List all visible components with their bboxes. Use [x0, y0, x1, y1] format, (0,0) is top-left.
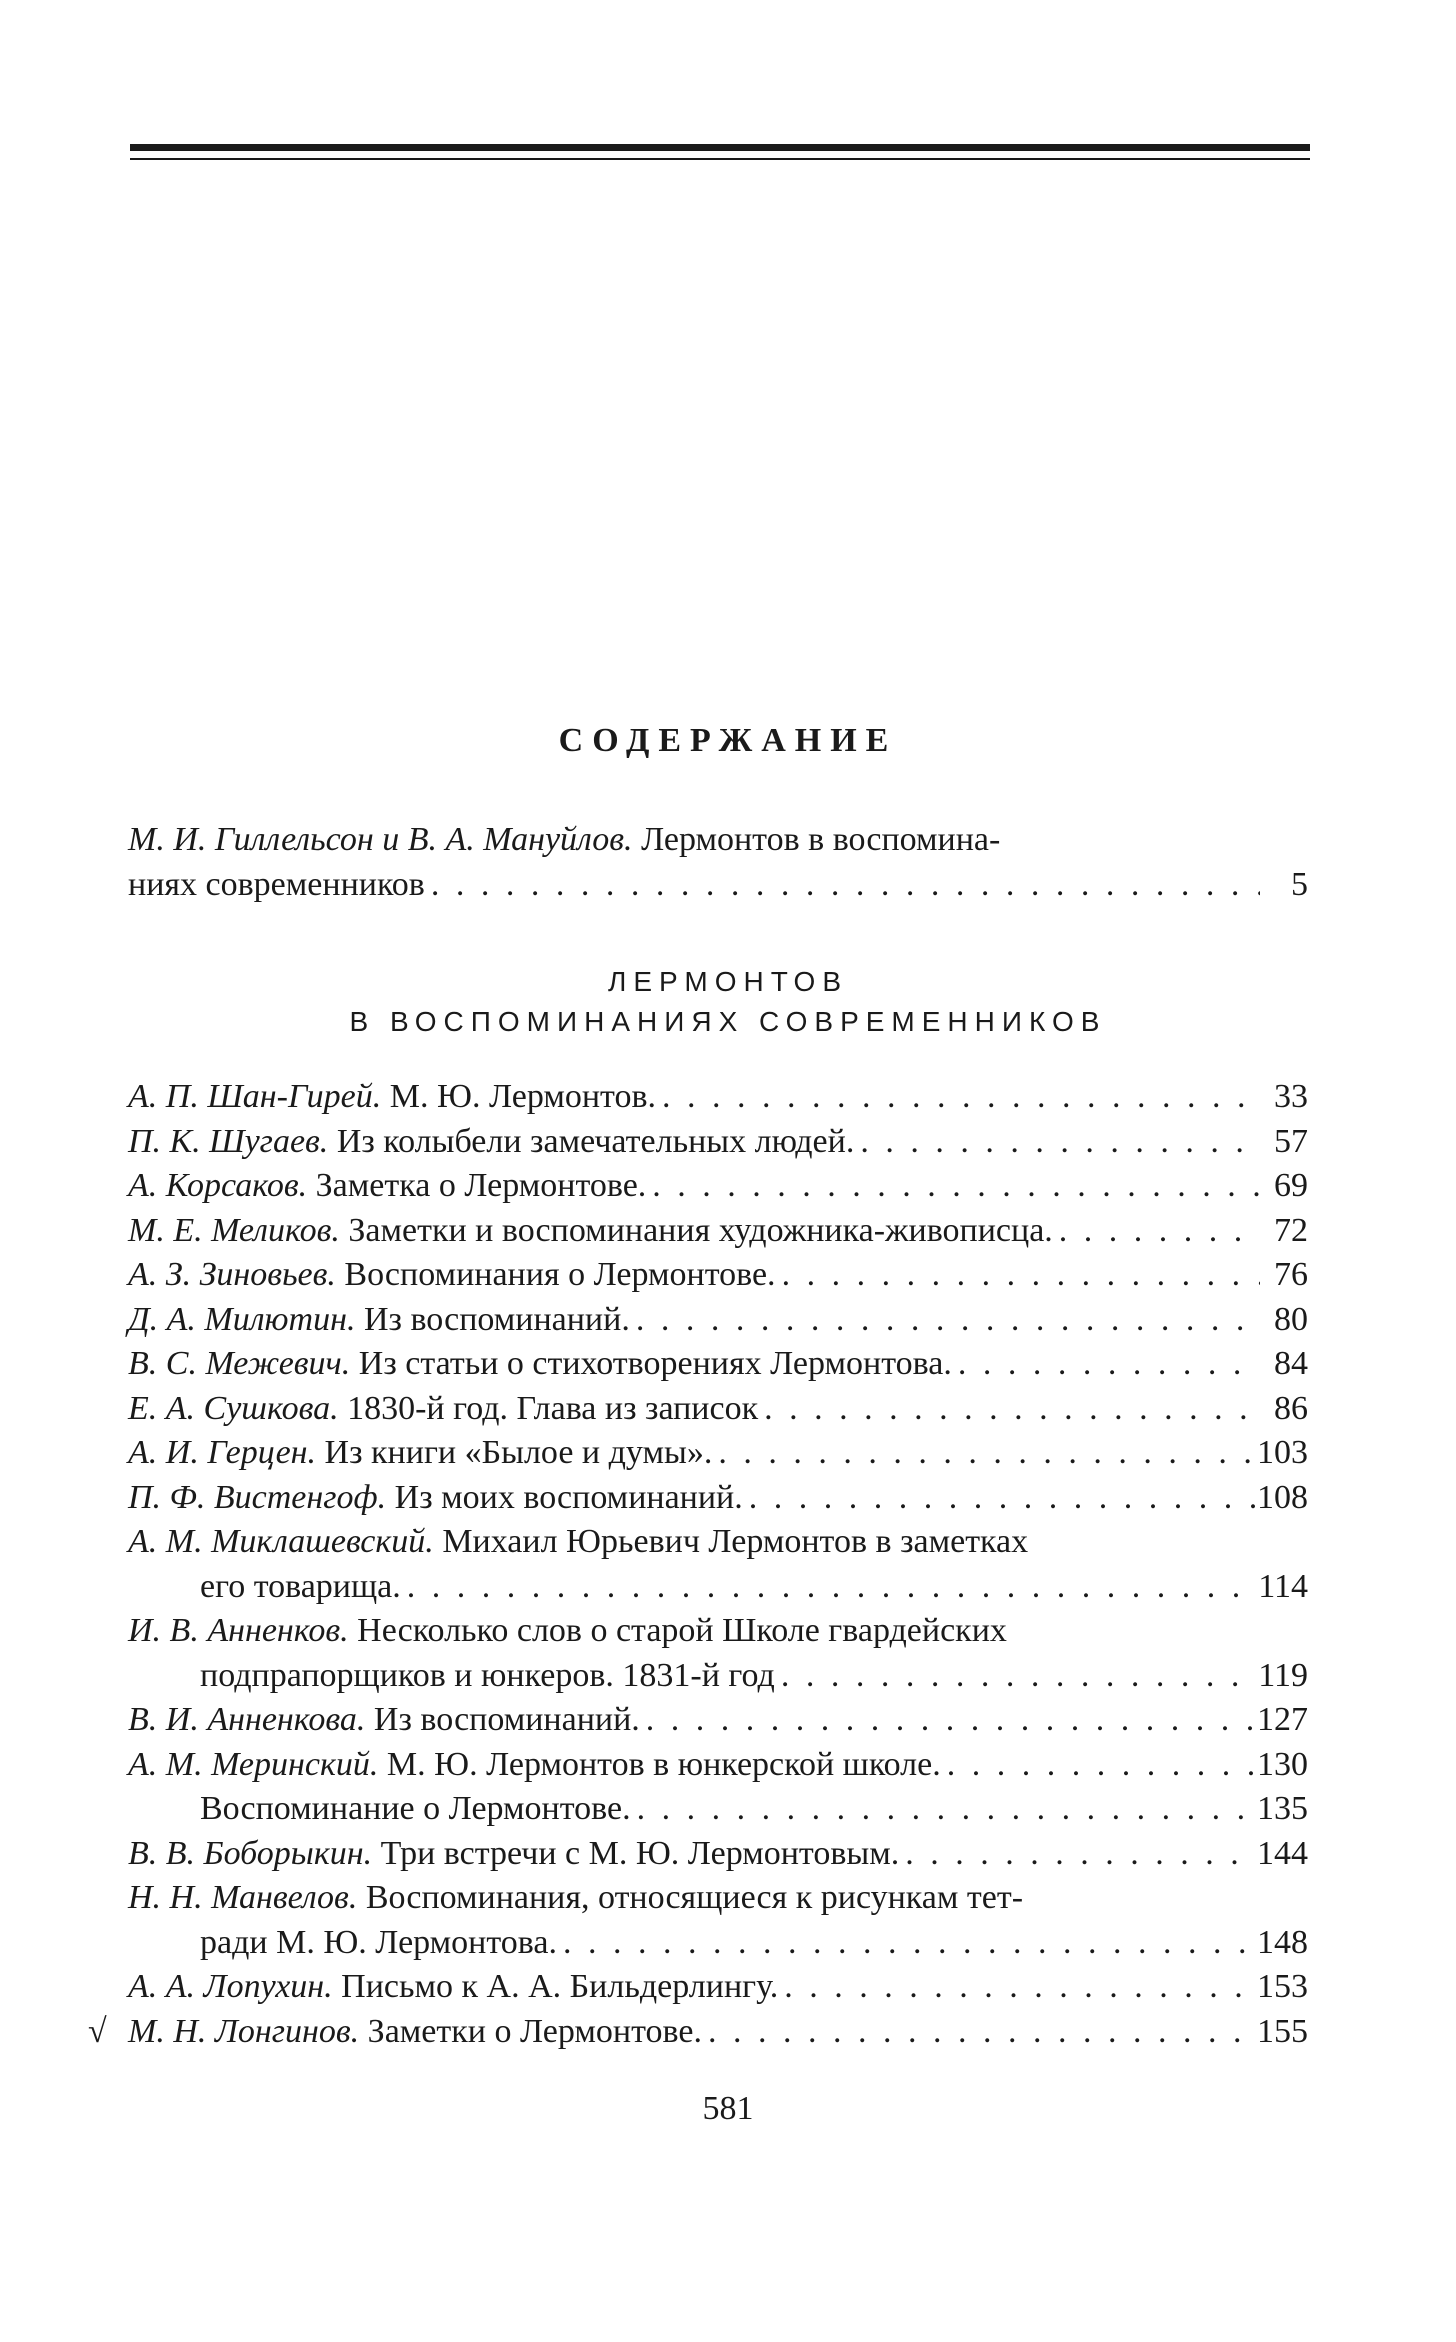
dot-leader: [743, 1476, 1257, 1521]
entry-author: А. М. Меринский.: [128, 1745, 379, 1783]
entry-line: [128, 1342, 1308, 1387]
entry-line: [128, 1298, 1308, 1343]
intro-title-line1: Лермонтов в воспомина-: [641, 821, 1001, 858]
entry-title: М. Ю. Лермонтов.: [389, 1078, 657, 1115]
entry-line: [128, 1075, 1308, 1120]
entry-title: Михаил Юрьевич Лермонтов в заметках: [442, 1523, 1029, 1560]
dot-leader: [941, 1743, 1257, 1788]
entry-line: [128, 1965, 1308, 2010]
entry-title: Из воспоминаний.: [363, 1300, 630, 1338]
entry-author: Н. Н. Манвелов.: [128, 1879, 358, 1916]
toc-entry: [128, 1164, 1308, 1209]
toc-entry: [128, 1476, 1308, 1521]
entry-author: М. Е. Меликов.: [128, 1211, 340, 1249]
intro-line-1: [128, 818, 1308, 863]
dot-leader: [899, 1832, 1257, 1877]
dot-leader: [630, 1298, 1260, 1343]
entry-page: 153: [1257, 1968, 1308, 2005]
entry-line-continued: [128, 1921, 1308, 1966]
entry-line-continued: [128, 1565, 1308, 1610]
dot-leader: [646, 1164, 1260, 1209]
entry-author: М. Н. Лонгинов.: [128, 2012, 360, 2050]
dot-leader: [712, 1431, 1257, 1476]
toc-entry: [128, 1298, 1308, 1343]
toc-entry: [128, 1120, 1308, 1165]
entry-page: 144: [1257, 1834, 1308, 1872]
entry-line: [128, 1164, 1308, 1209]
dot-leader: [776, 1253, 1260, 1298]
toc-entry: [128, 1075, 1308, 1120]
toc-entry: [128, 1520, 1308, 1609]
dot-leader: [401, 1565, 1258, 1610]
entry-author: А. П. Шан-Гирей.: [128, 1078, 382, 1115]
intro-title-line2: ниях современников: [128, 865, 425, 903]
entry-line: [128, 1120, 1308, 1165]
section-heading-line1: ЛЕРМОНТОВ: [607, 966, 849, 997]
entry-page: 103: [1257, 1434, 1308, 1471]
toc-entry: [128, 1342, 1308, 1387]
dot-leader: [758, 1387, 1260, 1432]
entry-line: [128, 1253, 1308, 1298]
dot-leader: [631, 1787, 1257, 1832]
entry-author: В. В. Боборыкин.: [128, 1834, 373, 1872]
toc-entry: [128, 1253, 1308, 1298]
entry-page: 72: [1274, 1211, 1308, 1249]
section-heading: [0, 962, 1456, 1042]
entry-page: 86: [1274, 1389, 1308, 1427]
entry-line: [128, 1787, 1308, 1832]
page-number: 581: [702, 2090, 754, 2127]
toc-entry: [88, 2010, 1308, 2055]
toc-entry: [128, 1743, 1308, 1788]
entry-title: Из книги «Былое и думы».: [324, 1434, 713, 1471]
toc-entry: [128, 1698, 1308, 1743]
entry-author: А. Корсаков.: [128, 1167, 308, 1204]
entry-title: 1830-й год. Глава из записок: [347, 1389, 759, 1427]
entry-line: [128, 1431, 1308, 1476]
entry-line: [128, 1609, 1308, 1654]
entry-line: [128, 1698, 1308, 1743]
dot-leader: [775, 1654, 1258, 1699]
intro-author: М. И. Гиллельсон и В. А. Мануйлов.: [128, 821, 633, 858]
entry-title: Из воспоминаний.: [373, 1701, 640, 1738]
entry-line: [128, 2010, 1308, 2055]
dot-leader: [557, 1921, 1257, 1966]
entry-author: А. И. Герцен.: [128, 1434, 317, 1471]
entry-page: 130: [1257, 1745, 1308, 1783]
entry-page: 69: [1274, 1167, 1308, 1204]
dot-leader: [425, 863, 1260, 908]
entry-line: [128, 1520, 1308, 1565]
entry-author: В. И. Анненкова.: [128, 1701, 366, 1738]
toc-entry: [128, 1787, 1308, 1832]
entry-author: А. З. Зиновьев.: [128, 1256, 336, 1293]
entry-title: Воспоминание о Лермонтове.: [200, 1790, 631, 1827]
entry-title: Заметки о Лермонтове.: [367, 2012, 702, 2050]
entry-author: В. С. Межевич.: [128, 1345, 351, 1382]
toc-entry: [128, 1876, 1308, 1965]
entry-title: Воспоминания о Лермонтове.: [344, 1256, 776, 1293]
entry-title: Письмо к А. А. Бильдерлингу.: [341, 1968, 779, 2005]
toc-entry: [128, 1431, 1308, 1476]
entry-line: [128, 1743, 1308, 1788]
toc-entry: [128, 1387, 1308, 1432]
entry-title: Несколько слов о старой Школе гвардейских: [357, 1612, 1007, 1649]
toc-entry: [128, 1832, 1308, 1877]
entry-title-continued: его товарища.: [200, 1567, 401, 1605]
dot-leader: [952, 1342, 1260, 1387]
entry-page: 135: [1257, 1790, 1308, 1827]
entry-page: 33: [1274, 1078, 1308, 1115]
entry-page: 76: [1274, 1256, 1308, 1293]
entry-title: Из статьи о стихотворениях Лермонтова.: [358, 1345, 952, 1382]
entry-title-continued: ради М. Ю. Лермонтова.: [200, 1923, 557, 1961]
entry-page: 84: [1274, 1345, 1308, 1382]
intro-line-2: [128, 863, 1308, 908]
dot-leader: [640, 1698, 1257, 1743]
dot-leader: [656, 1075, 1260, 1120]
toc-list: [88, 1075, 1308, 2054]
top-rule-thin: [130, 158, 1310, 160]
top-rule-thick: [130, 144, 1310, 151]
entry-author: Д. А. Милютин.: [128, 1300, 356, 1338]
dot-leader: [854, 1120, 1260, 1165]
entry-title: Из колыбели замечательных людей.: [336, 1122, 855, 1160]
entry-title-continued: подпрапорщиков и юнкеров. 1831-й год: [200, 1656, 775, 1694]
entry-title: Заметки и воспоминания художника-живописца.: [348, 1211, 1053, 1249]
entry-line: [128, 1387, 1308, 1432]
entry-page: 127: [1257, 1701, 1308, 1738]
intro-entry: [128, 818, 1308, 907]
entry-author: П. К. Шугаев.: [128, 1122, 329, 1160]
entry-title: Три встречи с М. Ю. Лермонтовым.: [380, 1834, 900, 1872]
entry-line: [128, 1832, 1308, 1877]
entry-page: 57: [1274, 1122, 1308, 1160]
toc-entry: [128, 1209, 1308, 1254]
toc-entry: [128, 1965, 1308, 2010]
entry-line-continued: [128, 1654, 1308, 1699]
entry-page: 148: [1257, 1923, 1308, 1961]
entry-line: [128, 1476, 1308, 1521]
entry-title: М. Ю. Лермонтов в юнкерской школе.: [386, 1745, 941, 1783]
dot-leader: [702, 2010, 1257, 2055]
entry-author: А. М. Миклашевский.: [128, 1523, 434, 1560]
contents-title: СОДЕРЖАНИЕ: [558, 722, 898, 759]
entry-page: 119: [1258, 1656, 1308, 1694]
entry-author: П. Ф. Вистенгоф.: [128, 1478, 387, 1516]
section-heading-line2: В ВОСПОМИНАНИЯХ СОВРЕМЕННИКОВ: [349, 1006, 1107, 1037]
entry-author: А. А. Лопухин.: [128, 1968, 333, 2005]
entry-title: Воспоминания, относящиеся к рисункам тет-: [365, 1879, 1024, 1916]
entry-author: И. В. Анненков.: [128, 1612, 349, 1649]
entry-page: 114: [1258, 1567, 1308, 1605]
entry-title: Заметка о Лермонтове.: [315, 1167, 647, 1204]
entry-title: Из моих воспоминаний.: [394, 1478, 743, 1516]
dot-leader: [778, 1965, 1257, 2010]
toc-entry: [128, 1609, 1308, 1698]
entry-page: 155: [1257, 2012, 1308, 2050]
entry-line: [128, 1876, 1308, 1921]
check-mark: √: [88, 2012, 107, 2050]
entry-page: 108: [1257, 1478, 1308, 1516]
intro-page: 5: [1291, 865, 1308, 903]
entry-line: [128, 1209, 1308, 1254]
dot-leader: [1053, 1209, 1260, 1254]
entry-page: 80: [1274, 1300, 1308, 1338]
entry-author: Е. А. Сушкова.: [128, 1389, 339, 1427]
